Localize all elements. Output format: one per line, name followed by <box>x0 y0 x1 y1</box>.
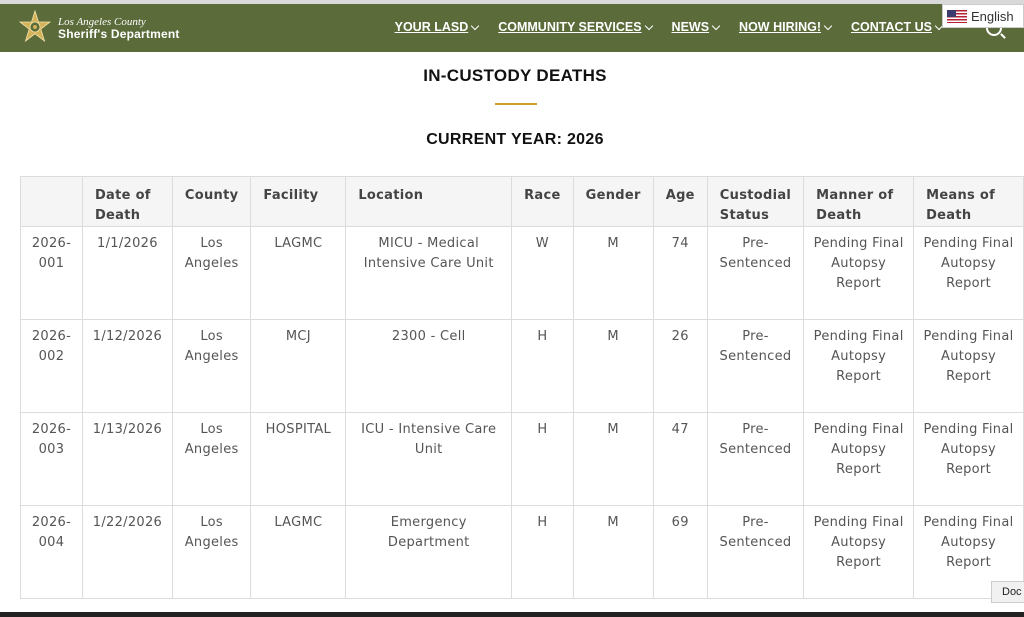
column-header: Age <box>653 177 707 227</box>
chevron-down-icon <box>644 21 652 29</box>
table-cell: Los Angeles <box>172 320 250 413</box>
table-cell: LAGMC <box>251 227 346 320</box>
table-cell: 74 <box>653 227 707 320</box>
table-cell: H <box>512 506 574 599</box>
column-header: Custodial Status <box>707 177 803 227</box>
table-cell: Pending Final Autopsy Report <box>804 320 914 413</box>
column-header: Location <box>346 177 512 227</box>
table-cell: Pending Final Autopsy Report <box>914 506 1024 599</box>
nav-label: COMMUNITY SERVICES <box>498 20 642 34</box>
table-row <box>21 227 1024 320</box>
us-flag-icon <box>947 10 967 23</box>
table-cell: 2026-003 <box>21 413 83 506</box>
table-cell: MICU - Medical Intensive Care Unit <box>346 227 512 320</box>
table-cell: Pending Final Autopsy Report <box>914 413 1024 506</box>
table-cell: Pending Final Autopsy Report <box>914 227 1024 320</box>
table-cell: ICU - Intensive Care Unit <box>346 413 512 506</box>
sheriff-star-icon <box>18 10 52 46</box>
chevron-down-icon <box>471 21 479 29</box>
table-cell: Pending Final Autopsy Report <box>914 320 1024 413</box>
table-cell: Pending Final Autopsy Report <box>804 506 914 599</box>
table-row <box>21 413 1024 506</box>
table-cell: H <box>512 320 574 413</box>
language-label: English <box>971 8 1014 24</box>
table-cell: HOSPITAL <box>251 413 346 506</box>
nav-label: YOUR LASD <box>394 20 469 34</box>
table-cell: MCJ <box>251 320 346 413</box>
nav-contact-us[interactable] <box>851 20 942 34</box>
column-header: Means of Death <box>914 177 1024 227</box>
nav-now-hiring[interactable] <box>739 20 831 34</box>
table-cell: Emergency Department <box>346 506 512 599</box>
column-header: Gender <box>573 177 653 227</box>
table-cell: Pre-Sentenced <box>707 227 803 320</box>
table-cell: 1/12/2026 <box>82 320 172 413</box>
logo-text <box>58 16 180 40</box>
table-cell: M <box>573 413 653 506</box>
column-header: Manner of Death <box>804 177 914 227</box>
table-cell: 1/22/2026 <box>82 506 172 599</box>
in-custody-deaths-table <box>20 176 1024 599</box>
year-heading: CURRENT YEAR: 2026 <box>426 131 604 148</box>
table-cell: Los Angeles <box>172 413 250 506</box>
table-cell: 2300 - Cell <box>346 320 512 413</box>
table-cell: M <box>573 320 653 413</box>
table-cell: 1/13/2026 <box>82 413 172 506</box>
nav-label: CONTACT US <box>850 20 932 34</box>
logo-county: Los Angeles County <box>58 16 146 28</box>
table-cell: 1/1/2026 <box>82 227 172 320</box>
nav-community-services[interactable] <box>498 20 651 34</box>
table-cell: Los Angeles <box>172 227 250 320</box>
table-cell: Pending Final Autopsy Report <box>804 227 914 320</box>
title-divider <box>495 103 537 105</box>
main-menu <box>395 20 942 34</box>
table-cell: Pending Final Autopsy Report <box>804 413 914 506</box>
table-cell: H <box>512 413 574 506</box>
table-cell: Pre-Sentenced <box>707 320 803 413</box>
table-cell: Los Angeles <box>172 506 250 599</box>
table-cell: 2026-002 <box>21 320 83 413</box>
table-cell: 26 <box>653 320 707 413</box>
column-header: Date of Death <box>82 177 172 227</box>
table-cell: 2026-004 <box>21 506 83 599</box>
table-cell: Pre-Sentenced <box>707 506 803 599</box>
column-header: Facility <box>251 177 346 227</box>
column-header: Race <box>512 177 574 227</box>
site-header <box>0 4 1024 52</box>
table-cell: M <box>573 227 653 320</box>
chevron-down-icon <box>712 21 720 29</box>
table-cell: Pre-Sentenced <box>707 413 803 506</box>
nav-label: NEWS <box>671 20 710 34</box>
logo-department: Sheriff's Department <box>58 27 180 41</box>
site-logo[interactable] <box>18 8 180 48</box>
nav-your-lasd[interactable] <box>395 20 479 34</box>
table-cell: W <box>512 227 574 320</box>
column-header <box>21 177 83 227</box>
bottom-edge <box>0 612 1024 617</box>
language-selector[interactable] <box>942 4 1024 28</box>
column-header: County <box>172 177 250 227</box>
page-title: IN-CUSTODY DEATHS <box>423 66 607 85</box>
chevron-down-icon <box>824 21 832 29</box>
nav-news[interactable] <box>672 20 720 34</box>
nav-label: NOW HIRING! <box>739 20 821 34</box>
table-row <box>21 506 1024 599</box>
table-cell: 69 <box>653 506 707 599</box>
table-cell: 2026-001 <box>21 227 83 320</box>
table-header-row <box>21 177 1024 227</box>
table-cell: 47 <box>653 413 707 506</box>
table-cell: M <box>573 506 653 599</box>
table-row <box>21 320 1024 413</box>
doc-button[interactable]: Doc <box>991 581 1024 603</box>
table-cell: LAGMC <box>251 506 346 599</box>
